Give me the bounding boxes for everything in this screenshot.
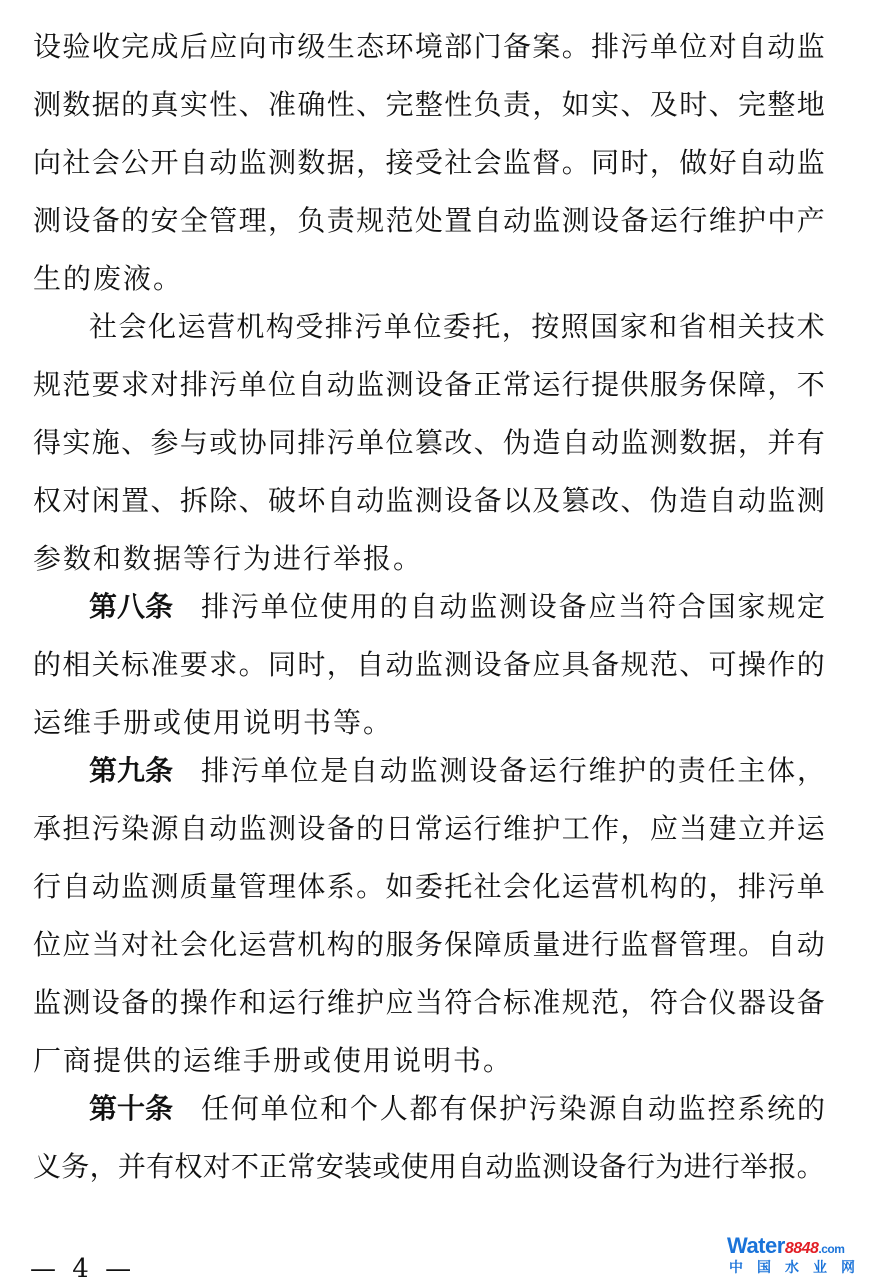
- text-line: [89, 1080, 825, 1138]
- line-text: 监 测 设 备 的 操 作 和 运 行 维 护 应 当 符 合 标 准 规 范 ， 符 合 仪 器 设 备: [33, 986, 825, 1019]
- text-line: [33, 1138, 825, 1196]
- page-number: — 4 —: [30, 1254, 136, 1284]
- line-text: 权 对 闲 置 、 拆 除 、 破 坏 自 动 监 测 设 备 以 及 篡 改 、 伪 造 自 动 监 测: [33, 484, 825, 517]
- watermark-logo: [727, 1233, 869, 1281]
- line-text: 社 会 化 运 营 机 构 受 排 污 单 位 委 托 ， 按 照 国 家 和 省 相 关 技 术: [89, 310, 825, 343]
- line-text: 参数和数据等行为进行举报。: [33, 542, 424, 575]
- text-line: [33, 974, 825, 1032]
- watermark-number: 8848: [784, 1240, 819, 1257]
- watermark-word: Water: [727, 1233, 785, 1258]
- watermark-cn-name: 中国水业网: [729, 1260, 869, 1276]
- watermark-domain: .com: [818, 1242, 845, 1256]
- text-line: [33, 916, 825, 974]
- article-label: 第十条: [89, 1092, 174, 1125]
- line-text: 生的废液。: [33, 262, 184, 295]
- article-label: 第八条: [89, 590, 174, 623]
- line-text: 义 务 ， 并 有 权 对 不 正 常 安 装 或 使 用 自 动 监 测 设 备 行 为 进 行 举 报 。: [33, 1150, 825, 1183]
- text-line: [33, 414, 825, 472]
- text-line: [89, 578, 825, 636]
- text-line: [89, 742, 825, 800]
- text-line: [33, 134, 825, 192]
- watermark-brand: [727, 1233, 844, 1262]
- text-line: [33, 636, 825, 694]
- article-text: 任 何 单 位 和 个 人 都 有 保 护 污 染 源 自 动 监 控 系 统 的: [201, 1092, 825, 1125]
- line-text: 得 实 施 、 参 与 或 协 同 排 污 单 位 篡 改 、 伪 造 自 动 监 测 数 据 ， 并 有: [33, 426, 825, 459]
- line-text: 设 验 收 完 成 后 应 向 市 级 生 态 环 境 部 门 备 案 。 排 污 单 位 对 自 动 监: [33, 30, 825, 63]
- article-text: 排 污 单 位 是 自 动 监 测 设 备 运 行 维 护 的 责 任 主 体 ，: [201, 754, 825, 787]
- line-text: 位 应 当 对 社 会 化 运 营 机 构 的 服 务 保 障 质 量 进 行 监 督 管 理 。 自 动: [33, 928, 825, 961]
- article-text: 排 污 单 位 使 用 的 自 动 监 测 设 备 应 当 符 合 国 家 规 定: [201, 590, 825, 623]
- text-line: [33, 76, 825, 134]
- text-line: [33, 472, 825, 530]
- text-line: [33, 356, 825, 414]
- text-line: [33, 192, 825, 250]
- text-line: [33, 18, 825, 76]
- line-text: 测 数 据 的 真 实 性 、 准 确 性 、 完 整 性 负 责 ， 如 实 、 及 时 、 完 整 地: [33, 88, 825, 121]
- article-label: 第九条: [89, 754, 174, 787]
- line-text: 规 范 要 求 对 排 污 单 位 自 动 监 测 设 备 正 常 运 行 提 供 服 务 保 障 ， 不: [33, 368, 825, 401]
- line-text: 行 自 动 监 测 质 量 管 理 体 系 。 如 委 托 社 会 化 运 营 机 构 的 ， 排 污 单: [33, 870, 825, 903]
- line-text: 的 相 关 标 准 要 求 。 同 时 ， 自 动 监 测 设 备 应 具 备 规 范 、 可 操 作 的: [33, 648, 825, 681]
- text-line: [89, 298, 825, 356]
- line-text: 测 设 备 的 安 全 管 理 ， 负 责 规 范 处 置 自 动 监 测 设 备 运 行 维 护 中 产: [33, 204, 825, 237]
- line-text: 厂商提供的运维手册或使用说明书。: [33, 1044, 514, 1077]
- line-text: 运维手册或使用说明书等。: [33, 706, 394, 739]
- line-text: 承 担 污 染 源 自 动 监 测 设 备 的 日 常 运 行 维 护 工 作 ， 应 当 建 立 并 运: [33, 812, 825, 845]
- text-line: [33, 800, 825, 858]
- line-text: 向 社 会 公 开 自 动 监 测 数 据 ， 接 受 社 会 监 督 。 同 时 ， 做 好 自 动 监: [33, 146, 825, 179]
- text-line: [33, 858, 825, 916]
